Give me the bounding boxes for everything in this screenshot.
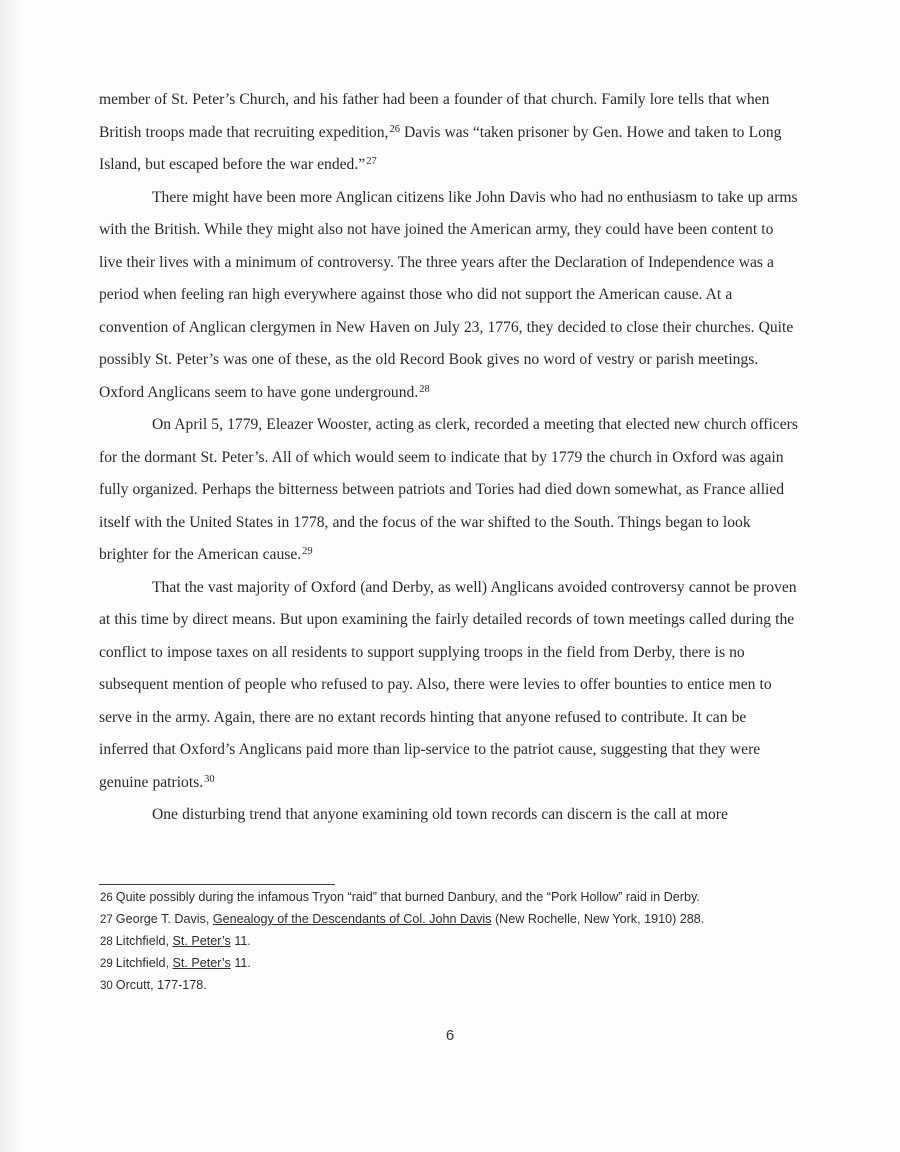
footnote-number: 28 <box>100 936 113 948</box>
paragraph-text: That the vast majority of Oxford (and Derby, as well) Anglicans avoided controversy cannot be proven at this time by direct means. But upon examining the fairly detailed records of town meetings called during the conflict to impose taxes on all residents to support supplying troops in the field from Derby, there is no subsequent mention of people who refused to pay. Also, there were levies to offer bounties to entice men to serve in the army. Again, there are no extant records hinting that anyone refused to contribute. It can be inferred that Oxford’s Anglicans paid more than lip-service to the patriot cause, suggesting that they were genuine patriots. <box>99 578 797 791</box>
footnote-27 <box>100 910 790 930</box>
footnote-number: 26 <box>100 892 113 904</box>
page-number: 6 <box>445 1027 455 1044</box>
scan-shadow <box>0 0 22 1152</box>
footnote-30 <box>100 976 790 996</box>
paragraph-text: Davis was “taken prisoner by Gen. Howe and taken to Long Island, but escaped before the war ended.” <box>99 123 782 173</box>
paragraph-2 <box>99 182 799 410</box>
footnote-title: St. Peter’s <box>172 956 231 970</box>
footnote-29 <box>100 954 790 974</box>
footnote-text: Quite possibly during the infamous Tryon “raid” that burned Danbury, and the “Pork Hollow” raid in Derby. <box>115 890 700 904</box>
paragraph-text: There might have been more Anglican citizens like John Davis who had no enthusiasm to take up arms with the British. While they might also not have joined the American army, they could have been content to live their lives with a minimum of controversy. The three years after the Declaration of Independence was a period when feeling ran high everywhere against those who did not support the American cause. At a convention of Anglican clergymen in New Haven on July 23, 1776, they decided to close their churches. Quite possibly St. Peter’s was one of these, as the old Record Book gives no word of vestry or parish meetings. Oxford Anglicans seem to have gone underground. <box>99 188 798 401</box>
paragraph-text: On April 5, 1779, Eleazer Wooster, acting as clerk, recorded a meeting that elected new church officers for the dormant St. Peter’s. All of which would seem to indicate that by 1779 the church in Oxford was again fully organized. Perhaps the bitterness between patriots and Tories had died down somewhat, as France allied itself with the United States in 1778, and the focus of the war shifted to the South. Things began to look brighter for the American cause. <box>99 416 798 563</box>
footnote-text: 11. <box>230 956 251 970</box>
footnote-separator <box>99 884 335 885</box>
footnote-text: 11. <box>230 934 251 948</box>
footnote-ref-28[interactable]: 28 <box>419 383 430 395</box>
footnote-text: Litchfield, <box>115 956 173 970</box>
paragraph-5 <box>99 799 799 832</box>
paragraph-4 <box>99 572 799 800</box>
footnote-ref-27[interactable]: 27 <box>366 156 377 167</box>
footnote-28 <box>100 932 790 952</box>
footnote-text: Litchfield, <box>115 934 173 948</box>
footnotes <box>100 888 790 998</box>
footnote-title: Genealogy of the Descendants of Col. John Davis <box>212 912 492 926</box>
body-text <box>99 84 799 832</box>
footnote-number: 27 <box>100 914 113 926</box>
footnote-26 <box>100 888 790 908</box>
paragraph-text: member of St. Peter’s Church, and his father had been a founder of that church. Family lore tells that when British troops made that recruiting expedition, <box>99 91 770 141</box>
paragraph-text: One disturbing trend that anyone examining old town records can discern is the call at more <box>152 806 728 823</box>
footnote-ref-29[interactable]: 29 <box>302 546 313 557</box>
footnote-ref-30[interactable]: 30 <box>204 773 215 785</box>
footnote-number: 29 <box>100 958 113 970</box>
footnote-text: George T. Davis, <box>115 912 213 926</box>
footnote-text: (New Rochelle, New York, 1910) 288. <box>491 912 705 926</box>
paragraph-3 <box>99 409 799 572</box>
footnote-text: Orcutt, 177-178. <box>115 978 207 992</box>
footnote-title: St. Peter’s <box>172 934 231 948</box>
footnote-number: 30 <box>100 980 113 992</box>
footnote-ref-26[interactable]: 26 <box>389 123 400 135</box>
paragraph-1 <box>99 84 799 182</box>
